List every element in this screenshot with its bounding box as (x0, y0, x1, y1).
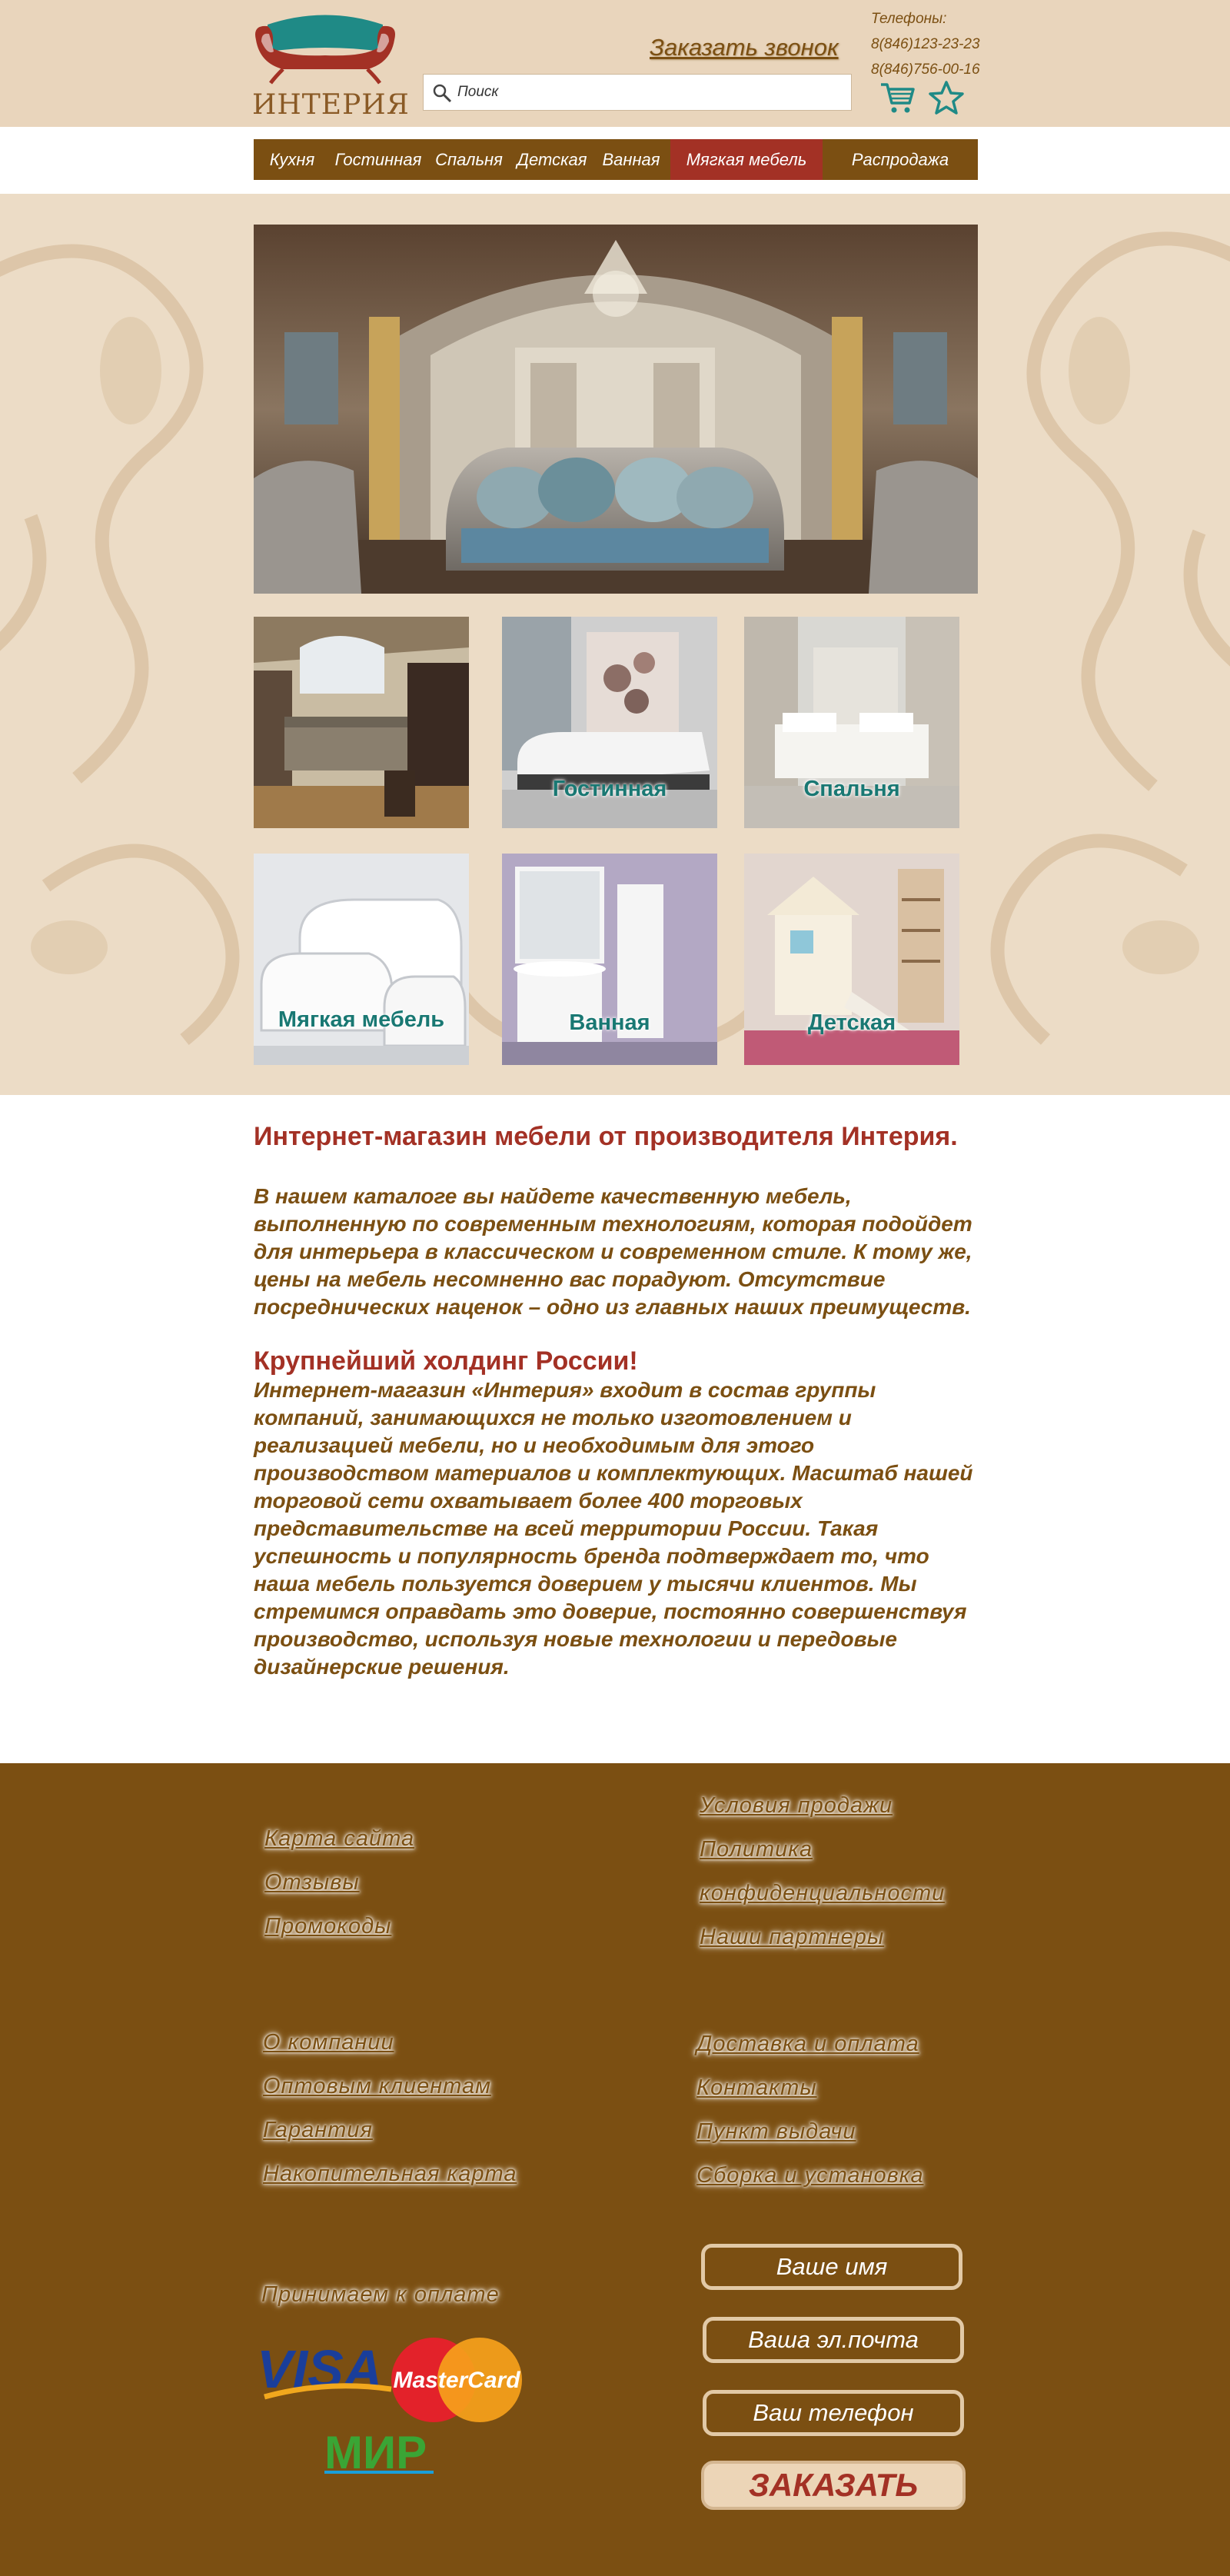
tile-label: Спальня (803, 777, 900, 801)
footer-link-delivery[interactable]: Доставка и оплата (696, 2032, 919, 2056)
callback-link[interactable]: Заказать звонок (650, 34, 839, 61)
category-tile-living-room[interactable] (502, 617, 717, 828)
nav-item-kitchen[interactable]: Кухня (269, 150, 315, 169)
nav-item-kids[interactable]: Детская (517, 150, 587, 169)
search-input[interactable] (457, 81, 842, 104)
phones-title: Телефоны: (871, 11, 947, 27)
upholstered-photo (254, 854, 469, 1065)
footer-link-wholesale[interactable]: Оптовым клиентам (263, 2074, 491, 2098)
logo[interactable] (252, 9, 410, 121)
tile-label: Детская (807, 1010, 896, 1035)
footer-link-pickup[interactable]: Пункт выдачи (696, 2119, 856, 2144)
about-paragraph: В нашем каталоге вы найдете качественную мебель, выполненную по современным технологиям, которая подойдет для интерьера в классическом и современном стиле. К тому же, цены на мебель несомненно вас порадуют. Отсутствие посреднических наценок – одно из главных наших преимуществ. (254, 1184, 972, 1319)
category-tile-kids[interactable] (744, 854, 959, 1065)
footer-link-loyalty-card[interactable]: Накопительная карта (263, 2162, 517, 2186)
site-footer (0, 1763, 1230, 2576)
payment-title: Принимаем к оплате (261, 2282, 500, 2307)
nav-item-sale[interactable]: Распродажа (851, 150, 949, 169)
brand-name: ИНТЕРИЯ (252, 89, 410, 121)
holding-heading: Крупнейший холдинг России! (254, 1346, 638, 1376)
tile-label: Ванная (569, 1010, 650, 1035)
footer-link-warranty[interactable]: Гарантия (263, 2118, 373, 2142)
phone-number[interactable]: 8(846)123-23-23 (871, 36, 980, 52)
phone-number[interactable]: 8(846)756-00-16 (871, 62, 980, 78)
site-header (0, 0, 1230, 127)
search-box (423, 74, 852, 111)
living-room-photo (254, 225, 978, 594)
footer-link-partners[interactable]: Наши партнеры (700, 1925, 885, 1949)
category-tile-bathroom[interactable] (502, 854, 717, 1065)
main-nav (254, 139, 978, 180)
footer-link-terms[interactable]: Условия продажи (700, 1793, 893, 1818)
footer-link-about[interactable]: О компании (263, 2030, 394, 2055)
footer-link-reviews[interactable]: Отзывы (264, 1870, 360, 1895)
holding-paragraph: Интернет-магазин «Интерия» входит в состав группы компаний, занимающихся не только изготовлением и реализацией мебели, но и необходимым для этого производством материалов и комплектующих. Масштаб нашей торговой сети охватывает более 400 торговых представительстве на всей территории России. Такая успешность и популярность бренда подтверждает то, что наша мебель пользуется доверием у тысячи клиентов. Мы стремимся оправдать это доверие, постоянно совершенствуя производство, используя новые технологии и передовые дизайнерские решения. (254, 1378, 973, 1679)
nav-item-bathroom[interactable]: Ванная (602, 150, 660, 169)
order-button[interactable]: ЗАКАЗАТЬ (701, 2461, 966, 2510)
search-icon[interactable] (431, 82, 453, 104)
star-icon[interactable] (929, 80, 964, 115)
footer-link-policy[interactable]: Политика (700, 1837, 813, 1862)
phone-field[interactable] (703, 2390, 964, 2436)
category-tile-kitchen[interactable] (254, 617, 469, 828)
tile-label: Гостинная (552, 777, 667, 801)
nav-item-bedroom[interactable]: Спальня (435, 150, 503, 169)
cart-icon[interactable] (879, 78, 916, 115)
phones-block (871, 6, 980, 82)
visa-logo: VISA (257, 2339, 383, 2399)
category-tile-bedroom[interactable] (744, 617, 959, 828)
tile-label: Мягкая мебель (278, 1007, 445, 1032)
sofa-logo-icon (252, 9, 398, 90)
mir-logo: МИР (324, 2427, 427, 2478)
category-tile-upholstered[interactable] (254, 854, 469, 1065)
mastercard-logo: MasterCard (393, 2368, 520, 2393)
hero-banner[interactable] (254, 225, 978, 594)
name-field[interactable] (701, 2244, 962, 2290)
nav-item-living-room[interactable]: Гостинная (334, 150, 422, 169)
kitchen-photo (254, 617, 469, 828)
nav-item-upholstered[interactable]: Мягкая мебель (670, 139, 823, 180)
about-section (254, 1123, 978, 1681)
footer-link-assembly[interactable]: Сборка и установка (696, 2163, 924, 2188)
footer-link-contacts[interactable]: Контакты (696, 2075, 817, 2100)
footer-link-privacy[interactable]: конфиденциальности (700, 1881, 946, 1905)
footer-link-promocodes[interactable]: Промокоды (264, 1914, 392, 1939)
about-heading: Интернет-магазин мебели от производителя Интерия. (254, 1122, 958, 1151)
footer-link-sitemap[interactable]: Карта сайта (264, 1826, 415, 1851)
email-field[interactable] (703, 2317, 964, 2363)
payment-logos (257, 2334, 526, 2480)
